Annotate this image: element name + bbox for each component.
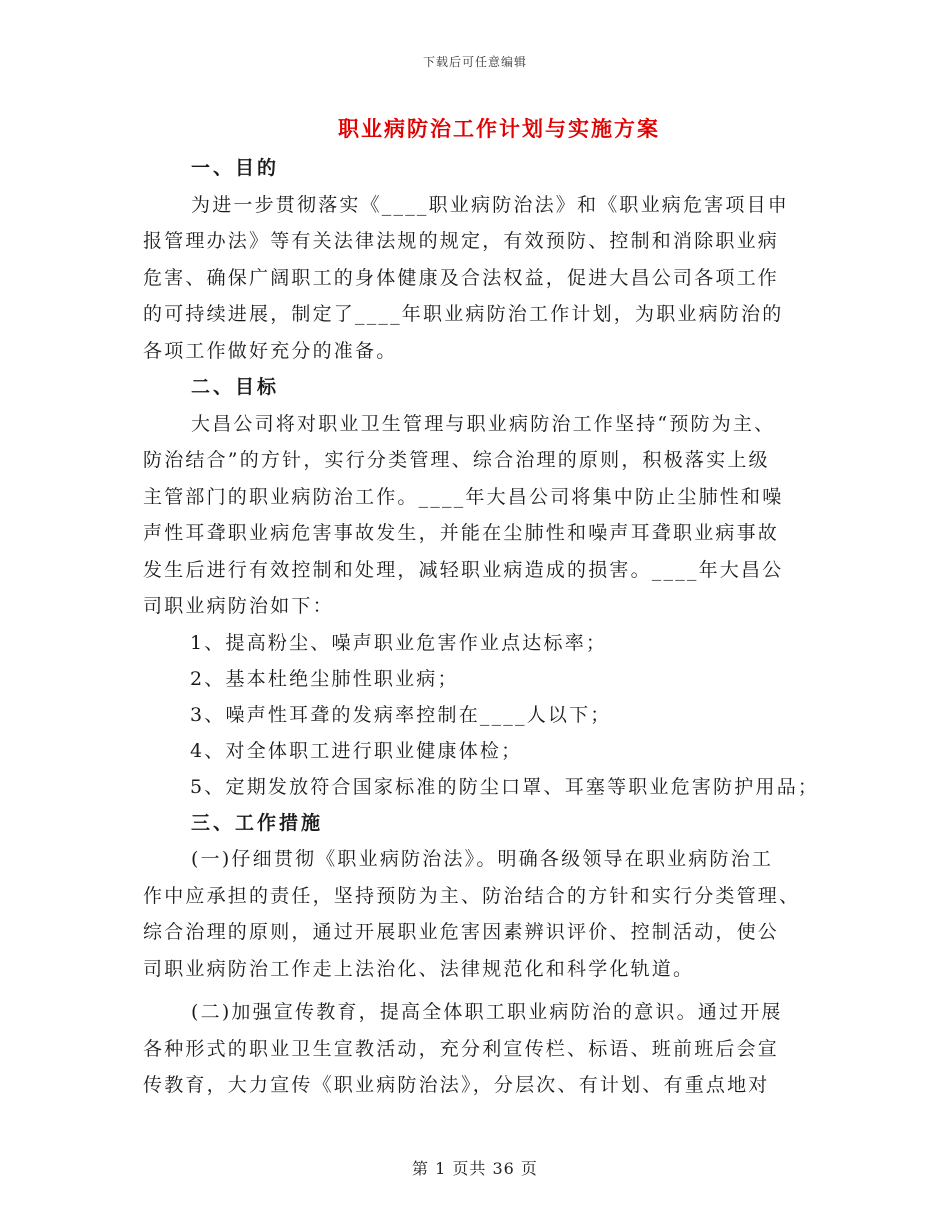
section-heading-measures: 三、工作措施: [191, 811, 324, 834]
paragraph-line: 各项工作做好充分的准备。: [143, 339, 398, 362]
paragraph-line: 声性耳聋职业病危害事故发生，并能在尘肺性和噪声耳聋职业病事故: [143, 522, 780, 544]
paragraph-line: 综合治理的原则，通过开展职业危害因素辨识评价、控制活动，使公: [143, 921, 780, 943]
goal-list-item: 4、对全体职工进行职业健康体检；: [190, 739, 523, 762]
paragraph-line: 的可持续进展，制定了____年职业病防治工作计划，为职业病防治的: [143, 303, 784, 325]
paragraph-line: (二)加强宣传教育，提高全体职工职业病防治的意识。通过开展: [191, 1001, 783, 1023]
paragraph-line: 各种形式的职业卫生宣教活动，充分利宣传栏、标语、班前班后会宣: [143, 1037, 780, 1060]
section-heading-goals: 二、目标: [191, 376, 280, 398]
paragraph-line: 发生后进行有效控制和处理，减轻职业病造成的损害。____年大昌公: [143, 558, 784, 581]
section-heading-purpose: 一、目的: [191, 157, 280, 179]
goal-list-item: 3、噪声性耳聋的发病率控制在____人以下；: [190, 703, 612, 726]
paragraph-line: 危害、确保广阔职工的身体健康及合法权益，促进大昌公司各项工作: [143, 266, 780, 289]
goal-list-item: 2、基本杜绝尘肺性职业病；: [190, 667, 459, 690]
paragraph-line: 司职业病防治如下：: [143, 595, 334, 617]
page-footer: 第 1 页共 36 页: [412, 1159, 538, 1178]
paragraph-line: 传教育，大力宣传《职业病防治法》，分层次、有计划、有重点地对: [143, 1074, 770, 1096]
goal-list-item: 1、提高粉尘、噪声职业危害作业点达标率；: [190, 631, 608, 654]
paragraph-line: 大昌公司将对职业卫生管理与职业病防治工作坚持“预防为主、: [191, 412, 776, 435]
paragraph-line: 为进一步贯彻落实《____职业病防治法》和《职业病危害项目申: [191, 193, 790, 216]
document-title: 职业病防治工作计划与实施方案: [338, 116, 660, 141]
header-note: 下载后可任意编辑: [422, 55, 527, 69]
paragraph-line: 主管部门的职业病防治工作。____年大昌公司将集中防止尘肺性和噪: [143, 485, 784, 508]
paragraph-line: 防治结合”的方针，实行分类管理、综合治理的原则，积极落实上级: [143, 449, 770, 471]
paragraph-gap: [143, 987, 811, 994]
paragraph-line: 司职业病防治工作走上法治化、法律规范化和科学化轨道。: [143, 957, 695, 980]
paragraph-line: 作中应承担的责任，坚持预防为主、防治结合的方针和实行分类管理、: [143, 884, 801, 907]
paragraph-line: (一)仔细贯彻《职业病防治法》。明确各级领导在职业病防治工: [191, 848, 774, 870]
document-body: [143, 150, 820, 1104]
goal-list-item: 5、定期发放符合国家标准的防尘口罩、耳塞等职业危害防护用品；: [190, 775, 820, 798]
paragraph-line: 报管理办法》等有关法律法规的规定，有效预防、控制和消除职业病: [143, 230, 780, 252]
